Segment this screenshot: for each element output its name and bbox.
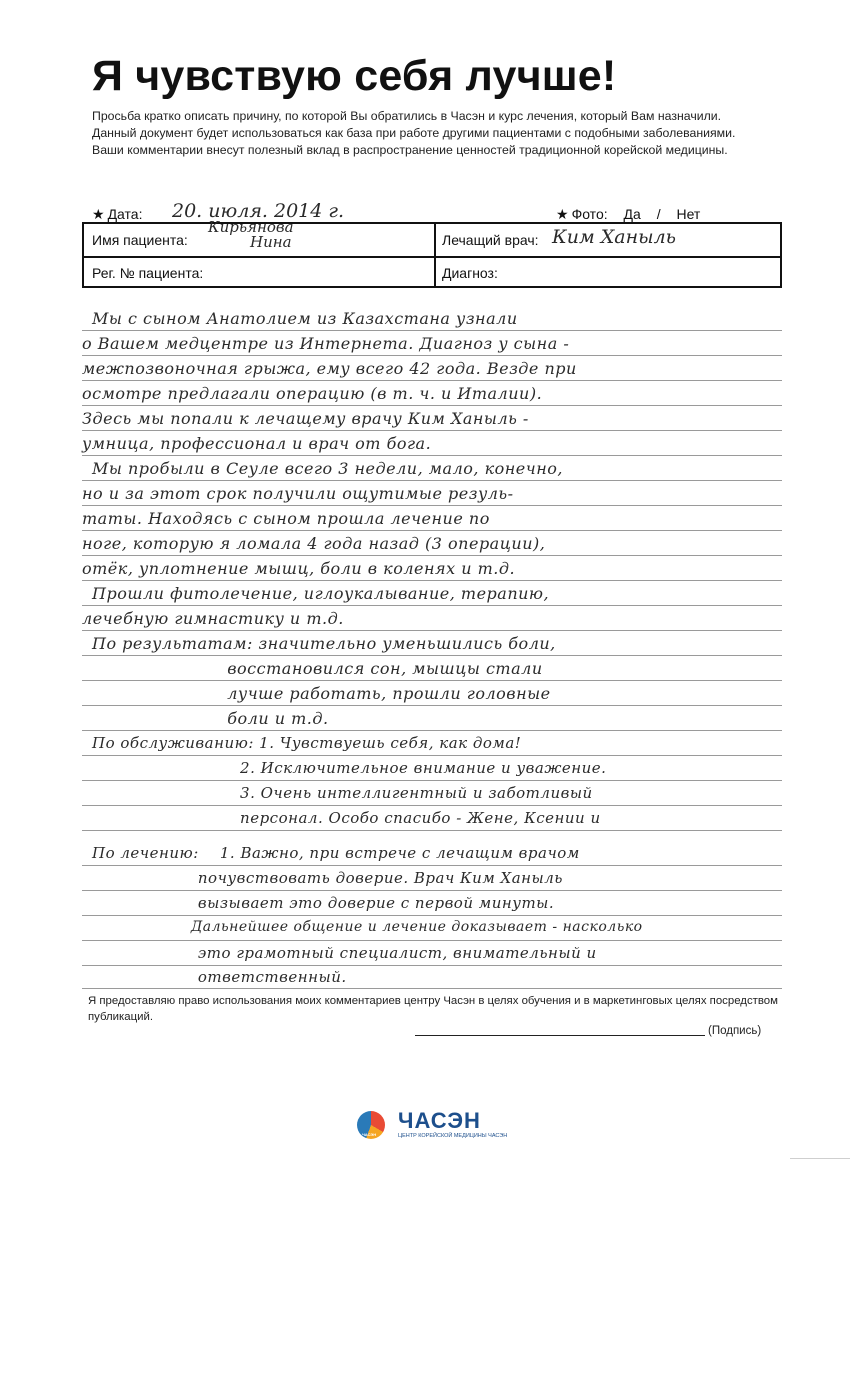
- handwritten-line: межпозвоночная грыжа, ему всего 42 года. Везде при: [82, 359, 577, 378]
- ruled-line: [82, 655, 782, 656]
- consent-text: Я предоставляю право использования моих комментариев центру Часэн в целях обучения и в маркетинговых целях посредством публикаций.: [88, 995, 778, 1023]
- handwritten-line: о Вашем медцентре из Интернета. Диагноз у сына -: [82, 334, 570, 353]
- ruled-line: [82, 405, 782, 406]
- patient-firstname: Нина: [250, 233, 292, 251]
- handwritten-line: осмотре предлагали операцию (в т. ч. и Италии).: [82, 384, 543, 403]
- logo-mark-text: ЧАСЭН: [362, 1132, 377, 1137]
- doctor-field[interactable]: Ким Ханыль: [552, 226, 677, 248]
- diagnosis-label: Диагноз:: [442, 265, 498, 281]
- patient-name-field[interactable]: [208, 220, 294, 250]
- doctor-label: Лечащий врач:: [442, 232, 539, 248]
- patient-info-table: [82, 218, 782, 288]
- ruled-line: [82, 430, 782, 431]
- handwritten-line: Здесь мы попали к лечащему врачу Ким Ханыль -: [82, 409, 529, 428]
- handwritten-line: Прошли фитолечение, иглоукалывание, терапию,: [92, 584, 550, 603]
- logo-name: ЧАСЭН: [398, 1108, 481, 1133]
- ruled-line: [82, 965, 782, 966]
- ruled-line: [82, 940, 782, 941]
- handwritten-line: умница, профессионал и врач от бога.: [82, 434, 432, 453]
- ruled-line: [82, 355, 782, 356]
- ruled-line: [82, 580, 782, 581]
- ruled-line: [82, 805, 782, 806]
- signature-label: (Подпись): [708, 1025, 762, 1037]
- handwritten-line: лечебную гимнастику и т.д.: [82, 609, 344, 628]
- patient-name-label: Имя пациента:: [92, 232, 188, 248]
- handwritten-line: но и за этот срок получили ощутимые резуль-: [82, 484, 514, 503]
- ruled-line: [82, 988, 782, 989]
- star-icon: ★: [92, 206, 105, 222]
- handwritten-line: боли и т.д.: [82, 709, 329, 728]
- ruled-line: [82, 865, 782, 866]
- handwritten-line: таты. Находясь с сыном прошла лечение по: [82, 509, 490, 528]
- scan-edge-line: [790, 1158, 850, 1159]
- ruled-line: [82, 330, 782, 331]
- handwritten-line: почувствовать доверие. Врач Ким Ханыль: [82, 869, 563, 887]
- date-label: Дата:: [107, 206, 143, 222]
- ruled-line: [82, 730, 782, 731]
- ruled-line: [82, 915, 782, 916]
- handwritten-line: По обслуживанию: 1. Чувствуешь себя, как дома!: [92, 734, 522, 752]
- handwritten-line: По лечению: 1. Важно, при встрече с лечащим врачом: [92, 844, 580, 862]
- handwritten-line: лучше работать, прошли головные: [82, 684, 551, 703]
- logo-tagline: ЦЕНТР КОРЕЙСКОЙ МЕДИЦИНЫ ЧАСЭН: [398, 1133, 508, 1139]
- handwritten-line: По результатам: значительно уменьшились боли,: [92, 634, 556, 653]
- handwritten-line: восстановился сон, мышцы стали: [82, 659, 543, 678]
- ruled-line: [82, 555, 782, 556]
- ruled-line: [82, 480, 782, 481]
- handwritten-line: ноге, которую я ломала 4 года назад (3 операции),: [82, 534, 546, 553]
- intro-line: Данный документ будет использоваться как база при работе другими пациентами с подобными заболеваниями.: [92, 126, 736, 140]
- ruled-line: [82, 505, 782, 506]
- ruled-line: [82, 530, 782, 531]
- ruled-line: [82, 680, 782, 681]
- ruled-line: [82, 380, 782, 381]
- ruled-line: [82, 830, 782, 831]
- ruled-line: [82, 755, 782, 756]
- ruled-line: [82, 780, 782, 781]
- ruled-line: [82, 890, 782, 891]
- handwritten-line: ответственный.: [82, 968, 347, 986]
- reg-number-label: Рег. № пациента:: [92, 265, 204, 281]
- handwritten-line: Дальнейшее общение и лечение доказывает - насколько: [82, 919, 643, 935]
- handwritten-line: отёк, уплотнение мышц, боли в коленях и т.д.: [82, 559, 516, 578]
- photo-separator: /: [656, 206, 661, 222]
- date-value[interactable]: 20. июля. 2014 г.: [172, 200, 345, 222]
- ruled-line: [82, 630, 782, 631]
- handwritten-line: 3. Очень интеллигентный и заботливый: [82, 784, 593, 802]
- photo-no-option[interactable]: Нет: [676, 206, 701, 222]
- patient-surname: Кирьянова: [208, 218, 294, 236]
- photo-yes-option[interactable]: Да: [623, 206, 641, 222]
- handwritten-line: 2. Исключительное внимание и уважение.: [82, 759, 607, 777]
- handwritten-line: вызывает это доверие с первой минуты.: [82, 894, 555, 912]
- intro-line: Ваши комментарии внесут полезный вклад в распространение ценностей традиционной корейской медицины.: [92, 143, 728, 157]
- handwritten-line: Мы пробыли в Сеуле всего 3 недели, мало, конечно,: [92, 459, 563, 478]
- handwritten-line: это грамотный специалист, внимательный и: [82, 944, 597, 962]
- star-icon: ★: [556, 206, 569, 222]
- table-divider: [434, 224, 436, 286]
- photo-field: [556, 206, 700, 223]
- intro-line: Просьба кратко описать причину, по которой Вы обратились в Часэн и курс лечения, который Вам назначили.: [92, 109, 722, 123]
- handwritten-line: Мы с сыном Анатолием из Казахстана узнали: [92, 309, 518, 328]
- ruled-line: [82, 455, 782, 456]
- photo-label: Фото:: [571, 206, 608, 222]
- date-field: [92, 206, 142, 223]
- signature-line[interactable]: [415, 1035, 705, 1036]
- table-divider: [84, 256, 780, 258]
- ruled-line: [82, 705, 782, 706]
- ruled-line: [82, 605, 782, 606]
- page-title: Я чувствую себя лучше!: [92, 52, 617, 100]
- handwritten-line: персонал. Особо спасибо - Жене, Ксении и: [82, 809, 601, 827]
- intro-text: [92, 108, 792, 159]
